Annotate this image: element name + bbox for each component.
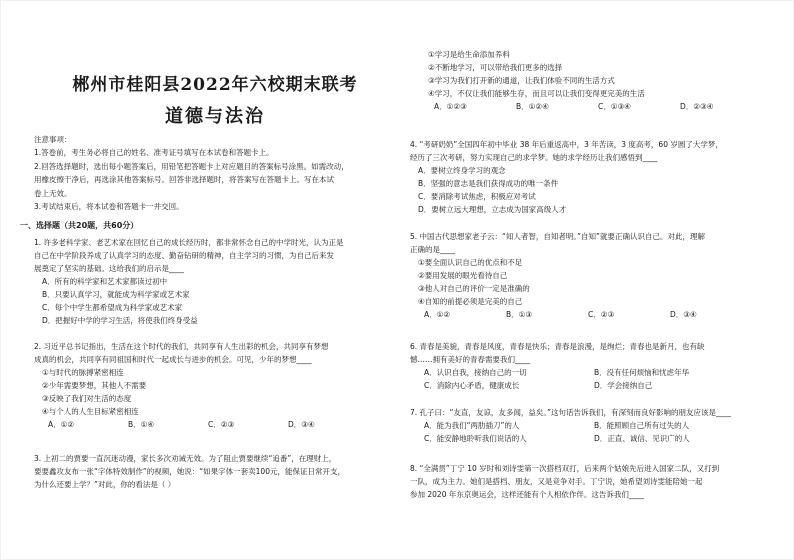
statement-item: ③学习为我们打开新的通道，让我们体验不同的生活方式	[428, 76, 615, 85]
question-stem: 2. 习近平总书记指出，生活在这个时代的我们，共同享有人生出彩的机会，共同享有梦想	[34, 342, 329, 351]
question-8	[410, 462, 780, 501]
question-stem: 成真的机会，共同享有同祖国和时代一起成长与进步的机会。可见，少年的梦想____	[34, 355, 312, 364]
option-d: D．正直、诚信、见识广的人	[594, 434, 690, 443]
question-stem: 7. 孔子曰：“友直，友谅，友多闻，益矣。”这句话告诉我们，有深刻而良好影响的朋友应该是____	[410, 408, 732, 417]
statement-item: ①要全面认识自己的优点和不足	[418, 258, 523, 267]
notes-list	[34, 146, 394, 214]
question-6	[410, 340, 780, 392]
choice-a: A．①②	[48, 420, 75, 429]
statement-item: ②要用发展的眼光看待自己	[418, 271, 508, 280]
choice-row	[424, 366, 780, 379]
choice-d: D．③④	[670, 310, 697, 319]
option-a: A．所有的科学家和艺术家都读过初中	[42, 277, 168, 286]
question-stem: 3. 上初二的贾要一直沉迷动漫，家长多次劝诫无效。为了阻止贾要继续“追番”，在理财上，	[34, 454, 337, 463]
notes-heading: 注意事项：	[34, 135, 72, 144]
option-d: D．学会接纳自己	[594, 381, 653, 390]
question-1	[34, 236, 404, 327]
question-stem: 8. “全满贯”丁宁 10 岁时和刘诗雯第一次搭档双打，后来两个姑娘先后进入国家二队，又打到	[410, 464, 720, 473]
question-stem: 4. “考研奶奶”全国四年初中毕业 38 年后重返高中，3 年苦读，3 度高考，60 岁圆了大学梦，	[410, 140, 723, 149]
question-stem: 经历了三次考研，努力实现自己的求学梦。她的求学经历让我们感悟到____	[410, 153, 658, 162]
option-b: B．能照顾自己所有过失的人	[594, 421, 690, 430]
choice-c: C．②③	[588, 310, 615, 319]
choice-a: A．①②	[424, 310, 451, 319]
notes-item: 2.回答选择题时，选出每小题答案后，用铅笔把答题卡上对应题目的答案标号涂黑。如需改动，	[34, 161, 349, 171]
choice-c: C．①③④	[598, 102, 631, 111]
option-c: C．消除内心矛盾，健康成长	[424, 381, 520, 390]
choice-d: D．②③④	[680, 102, 714, 111]
choice-row	[48, 418, 404, 431]
choice-row	[424, 308, 780, 321]
question-5	[410, 230, 780, 321]
question-stem: 1. 许多老科学家、老艺术家在回忆自己的成长经历时，都非常怀念自己的中学时光，认为正是	[34, 238, 344, 247]
question-stem: 正确的是____	[410, 245, 455, 254]
option-c: C．要消除考试焦虑，积极应对考试	[418, 192, 536, 201]
choice-b: B．①③	[506, 310, 533, 319]
option-c: C．每个中学生都希望成为科学家或艺术家	[42, 303, 183, 312]
notes-item: 3.考试结束后，将本试卷和答题卡一并交回。	[34, 202, 184, 211]
question-stem: 为什么还要上学？”对此，你的看法是（ ）	[34, 480, 176, 489]
exam-title: 郴州市桂阳县2022年六校期末联考	[72, 75, 358, 95]
notes-item: 1.答卷前，考生务必将自己的姓名、准考证号填写在本试卷和答题卡上。	[34, 148, 274, 157]
option-a: A．要树立终身学习的观念	[418, 166, 506, 175]
statement-item: ③反映了我们对生活的态度	[42, 394, 132, 403]
exam-subject: 道德与法治	[165, 106, 265, 127]
choice-row	[424, 379, 780, 392]
option-c: C．能安静地聆听我们说话的人	[424, 434, 527, 443]
section-heading: 一、选择题（共20题，共60分）	[20, 221, 139, 230]
option-b: B．坚强的意志是我们获得成功的唯一条件	[418, 179, 559, 188]
option-d: D．要树立远大理想，立志成为国家高级人才	[418, 205, 567, 214]
question-stem: 要要鑫攻友布一张“字体特效制作”的视频，她说：“如果字体一套卖100元，能保证日常开支，	[34, 467, 345, 476]
statement-item: ③他人对自己的评价一定是准确的	[418, 284, 530, 293]
question-3-continued	[420, 48, 780, 113]
choice-c: C．②③	[208, 420, 235, 429]
question-stem: 5. 中国古代思想家老子云：“知人者智，自知者明。”自知”就要正确认识自己。对此，理解	[410, 232, 705, 241]
question-2	[34, 340, 404, 431]
option-b: B．没有任何烦恼和忧虑年华	[594, 368, 690, 377]
choice-row	[434, 100, 780, 113]
question-stem: 参加 2020 年东京奥运会，这样还能有个人相依作伴。这告诉我们____	[410, 490, 644, 499]
question-stem: 一队，成为主力。她们是搭档、朋友，又是竞争对手。丁宁说，她希望刘诗雯能陪她一起	[410, 477, 703, 486]
question-3	[34, 452, 404, 491]
option-a: A．认识自我，接纳自己的一切	[424, 368, 527, 377]
question-stem: 6. 青春是美貌，青春是风度，青春是快乐；青春是浪漫，是绚烂；青春也是新月，也有缺	[410, 342, 705, 351]
statement-item: ①与时代的脉搏紧密相连	[42, 368, 124, 377]
statement-item: ④与个人的人生目标紧密相连	[42, 407, 139, 416]
option-b: B．只要认真学习，就能成为科学家或艺术家	[42, 290, 190, 299]
choice-b: B．①④	[128, 420, 155, 429]
question-stem: 自己在中学阶段养成了认真学习的态度、勤奋钻研的精神，自主学习的习惯，为自己后来发	[34, 251, 334, 260]
choice-b: B．①②④	[516, 102, 549, 111]
choice-a: A．①②③	[434, 102, 467, 111]
statement-item: ②少年需要梦想，其他人不需要	[42, 381, 147, 390]
option-a: A．能为我们“两肋插刀”的人	[424, 421, 520, 430]
option-d: D．把握好中学的学习生活，将使我们终身受益	[42, 316, 198, 325]
choice-row	[424, 419, 780, 432]
statement-item: ④学习，不仅让我们能够生存，而且可以让我们变得更完美的生活	[428, 89, 645, 98]
question-7	[410, 406, 780, 445]
statement-item: ①学习是给生命添加养料	[428, 50, 510, 59]
notes-item: 用橡皮擦干净后，再选涂其他答案标号。回答非选择题时，将答案写在答题卡上。写在本试	[34, 175, 334, 184]
question-stem: 展奠定了坚实的基础。这给我们的启示是____	[34, 264, 184, 273]
statement-item: ②不断地学习，可以带给我们更多的选择	[428, 63, 563, 72]
statement-item: ④自知的前提必须是完美的自己	[418, 297, 523, 306]
question-stem: 憾……拥有美好的青春需要我们____	[410, 355, 530, 364]
choice-row	[424, 432, 780, 445]
choice-d: D．③④	[288, 420, 315, 429]
notes-item: 卷上无效。	[34, 188, 72, 198]
question-4	[410, 138, 780, 216]
